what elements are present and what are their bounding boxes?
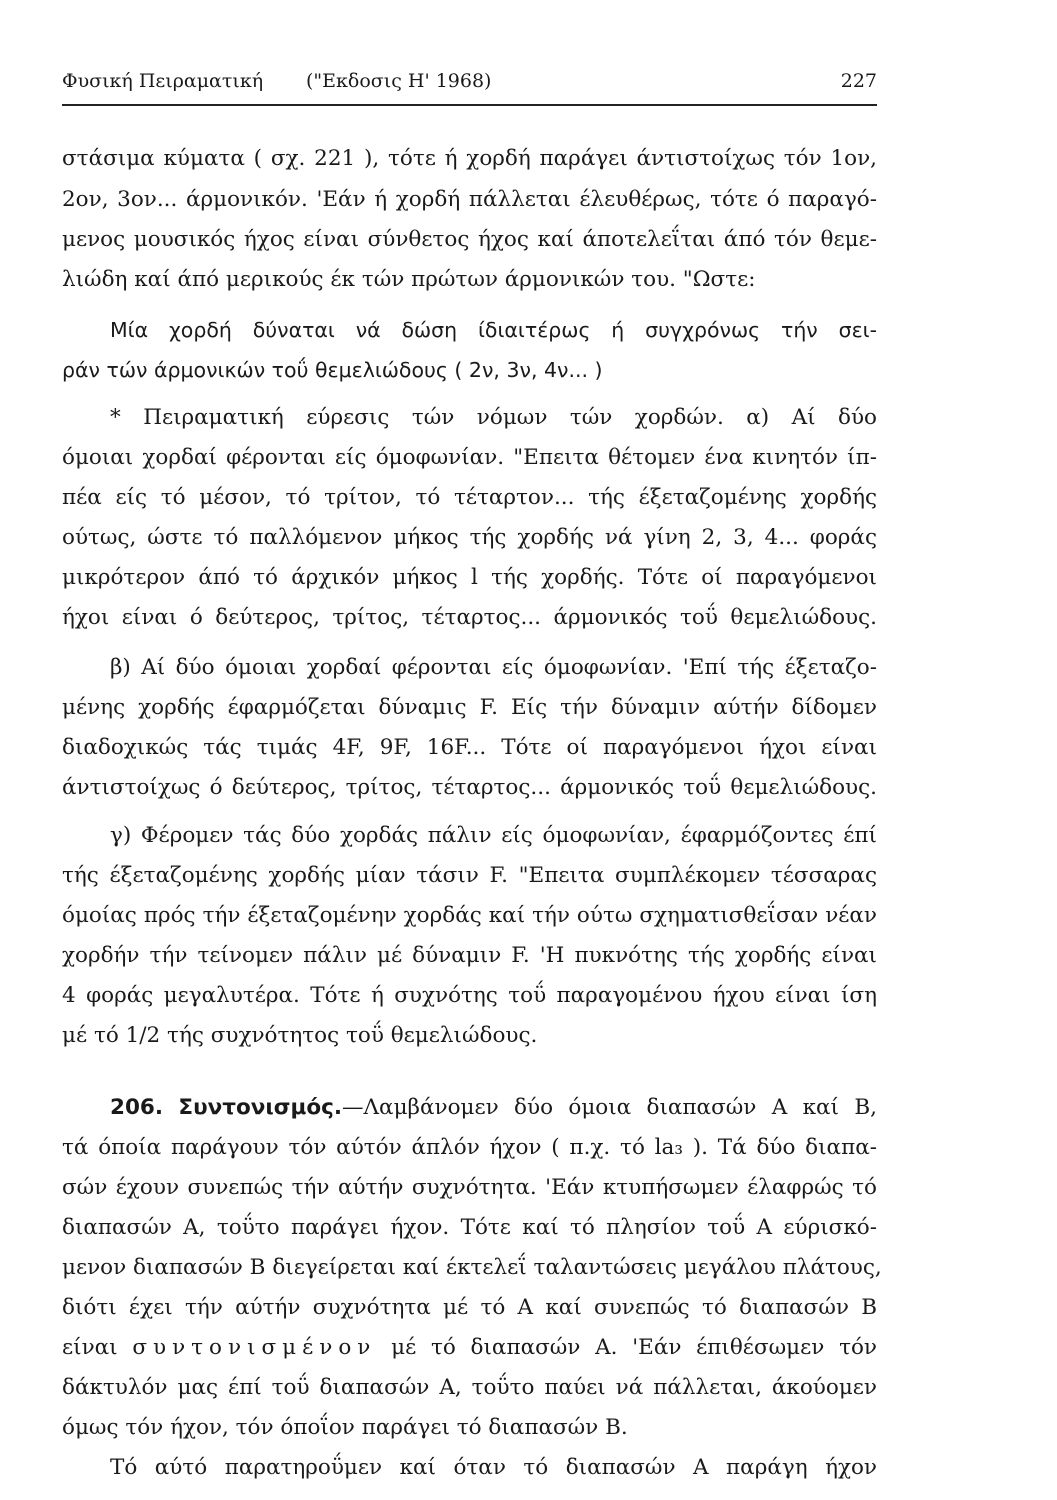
edition-note: ("Εκδοσις Η' 1968) [306,70,492,92]
section-number: 206. [110,1095,164,1120]
text-line: στάσιμα κύματα ( σχ. 221 ), τότε ή χορδή παράγει άντιστοίχως τόν 1ον, [62,146,877,171]
text-line: Τό αύτό παρατηροΰμεν καί όταν τό διαπασών Α παράγη ήχον [110,1455,877,1480]
text-line: μενος μουσικός ήχος είναι σύνθετος ήχος καί άποτελεΐται άπό τόν θεμε- [62,227,877,252]
text-line: β) Αί δύο όμοιαι χορδαί φέρονται είς όμοφωνίαν. 'Επί τής έξεταζο- [110,655,877,680]
text-line: όμοίας πρός τήν έξεταζομένην χορδάς καί τήν ούτω σχηματισθεΐσαν νέαν [62,903,877,928]
text-line: 2ον, 3ον... άρμονικόν. 'Εάν ή χορδή πάλλεται έλευθέρως, τότε ό παραγό- [62,187,877,212]
text-fragment: μέ τό διαπασών Α. 'Εάν έπιθέσωμεν τόν [391,1335,877,1360]
text-line: μένης χορδής έφαρμόζεται δύναμις F. Είς τήν δύναμιν αύτήν δίδομεν [62,695,877,720]
text-line: μενον διαπασών Β διεγείρεται καί έκτελεΐ ταλαντώσεις μεγάλου πλάτους, [62,1255,882,1280]
text-line: μικρότερον άπό τό άρχικόν μήκος l τής χορδής. Τότε οί παραγόμενοι [62,565,877,590]
text-line: άντιστοίχως ό δεύτερος, τρίτος, τέταρτος... άρμονικός τοΰ θεμελιώδους. [62,775,877,800]
text-line: μέ τό 1/2 τής συχνότητος τοΰ θεμελιώδους. [62,1023,538,1048]
text-line: ούτως, ώστε τό παλλόμενον μήκος τής χορδής νά γίνη 2, 3, 4... φοράς [62,525,877,550]
book-title: Φυσική Πειραματική [62,70,264,92]
text-line: δάκτυλόν μας έπί τοΰ διαπασών Α, τοΰτο παύει νά πάλλεται, άκούομεν [62,1375,877,1400]
experiment-heading: * Πειραματική εύρεσις τών νόμων τών χορδών. [110,405,724,430]
text-line: χορδήν τήν τείνομεν πάλιν μέ δύναμιν F. 'Η πυκνότης τής χορδής είναι [62,943,877,968]
text-line: λιώδη καί άπό μερικούς έκ τών πρώτων άρμονικών του. "Ωστε: [62,267,756,292]
experiment-heading-line [110,398,877,438]
text-line: σών έχουν συνεπώς τήν αύτήν συχνότητα. 'Εάν κτυπήσωμεν έλαφρώς τό [62,1175,877,1200]
text-line: ήχοι είναι ό δεύτερος, τρίτος, τέταρτος... άρμονικός τοΰ θεμελιώδους. [62,605,877,630]
text-line: γ) Φέρομεν τάς δύο χορδάς πάλιν είς όμοφωνίαν, έφαρμόζοντες έπί [110,823,877,848]
text-fragment: είναι [62,1335,118,1360]
section-title: Συντονισμός. [178,1095,343,1120]
text-line: τής έξεταζομένης χορδής μίαν τάσιν F. "Επειτα συμπλέκομεν τέσσαρας [62,863,877,888]
spaced-text-line [62,1328,877,1368]
text-line: όμοιαι χορδαί φέρονται είς όμοφωνίαν. "Επειτα θέτομεν ένα κινητόν ίπ- [62,445,877,470]
page-number: 227 [840,70,877,92]
spaced-emphasis: συντονισμένον [132,1335,377,1360]
experiment-item-a: α) Αί δύο [746,405,877,430]
text-line: διαδοχικώς τάς τιμάς 4F, 9F, 16F... Τότε οί παραγόμενοι ήχοι είναι [62,735,877,760]
text-line: τά όποία παράγουν τόν αύτόν άπλόν ήχον ( π.χ. τό la₃ ). Τά δύο διαπα- [62,1135,877,1160]
section-first-line: —Λαμβάνομεν δύο όμοια διαπασών Α καί Β, [342,1095,877,1120]
text-line: διαπασών Α, τοΰτο παράγει ήχον. Τότε καί τό πλησίον τοΰ Α εύρισκό- [62,1215,877,1240]
text-line: πέα είς τό μέσον, τό τρίτον, τό τέταρτον... τής έξεταζομένης χορδής [62,485,877,510]
text-line: 4 φοράς μεγαλυτέρα. Τότε ή συχνότης τοΰ παραγομένου ήχου είναι ίση [62,983,877,1008]
statement-line: Μία χορδή δύναται νά δώση ίδιαιτέρως ή συγχρόνως τήν σει- [110,318,877,342]
section-heading-line [110,1088,877,1128]
header-rule [62,104,877,106]
text-line: διότι έχει τήν αύτήν συχνότητα μέ τό Α καί συνεπώς τό διαπασών Β [62,1295,877,1320]
text-line: όμως τόν ήχον, τόν όποΐον παράγει τό διαπασών Β. [62,1415,628,1440]
statement-line: ράν τών άρμονικών τοΰ θεμελιώδους ( 2ν, 3ν, 4ν... ) [62,358,603,382]
page-header [62,70,877,100]
